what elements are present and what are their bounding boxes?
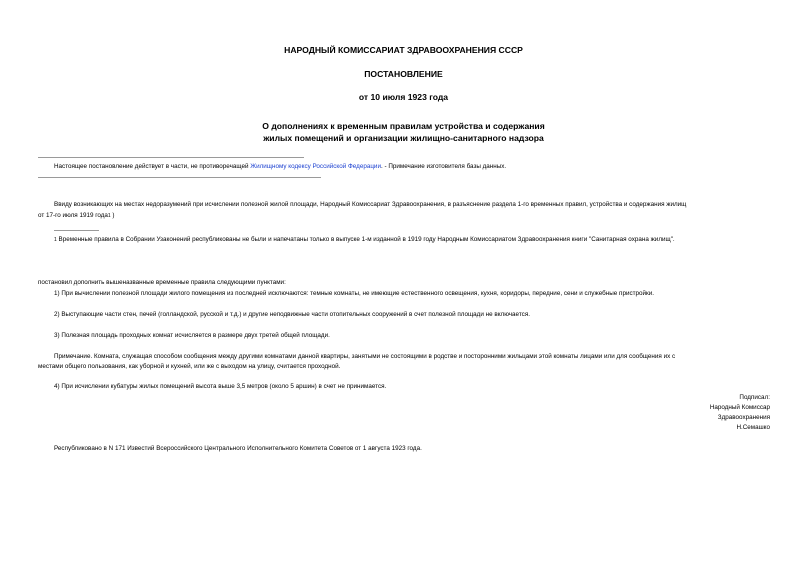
- document-title-line-1: О дополнениях к временным правилам устройства и содержания: [262, 121, 545, 131]
- footnote-mark: 1: [54, 237, 57, 243]
- document-date: от 10 июля 1923 года: [358, 92, 449, 102]
- footnote: [54, 235, 675, 245]
- decision-item-4: 4) При исчислении кубатуры жилых помещений высота выше 3,5 метров (около 5 аршин) в счет не принимается.: [54, 383, 387, 390]
- preamble-closing: ): [110, 212, 115, 219]
- signature-signed: Подписал:: [739, 394, 770, 401]
- preamble-date: от 17-го июля 1919 года: [38, 212, 108, 219]
- signature-role-line-1: Народный Комиссар: [709, 404, 770, 411]
- footnote-text: Временные правила в Собрании Узаконений республикованы не были и напечатаны только в выпуске 1-м изданной в 1919 году Народным Комиссариатом Здравоохранения книги "Санитарная охрана жилищ".: [56, 236, 675, 243]
- editor-note-bottom-rule: [38, 177, 321, 178]
- preamble-line-1: Ввиду возникающих на местах недоразумений при исчислении полезной жилой площади, Народный Комиссариат Здравоохранения, в разъяснение раздела 1-го временных правил, устройства и содержания жилищ: [54, 201, 687, 208]
- decision-intro: постановил дополнить вышеназванные временные правила следующими пунктами:: [38, 279, 286, 286]
- footnote-rule: [54, 230, 99, 231]
- editor-note: [54, 162, 506, 172]
- editor-note-text-after: . - Примечание изготовителя базы данных.: [380, 163, 507, 170]
- issuing-authority: НАРОДНЫЙ КОМИССАРИАТ ЗДРАВООХРАНЕНИЯ СССР: [284, 45, 523, 55]
- decision-item-2: 2) Выступающие части стен, печей (голландской, русской и т.д.) и другие неподвижные части отопительных сооружений в счет полезной площади не включается.: [54, 311, 530, 318]
- document-type: ПОСТАНОВЛЕНИЕ: [364, 69, 443, 79]
- signature-role-line-2: Здравоохранения: [717, 414, 770, 421]
- editor-note-text-before: Настоящее постановление действует в части, не противоречащей: [54, 163, 251, 170]
- preamble-line-2: [38, 211, 115, 221]
- decision-note-line-2: местами общего пользования, как уборной и кухней, или же с выходом на улицу, считается проходной.: [38, 363, 341, 370]
- editor-note-top-rule: [38, 157, 304, 158]
- footnote-reference[interactable]: 1: [107, 213, 111, 219]
- decision-item-1: 1) При вычислении полезной площади жилого помещения из последней исключаются: темные комнаты, не имеющие естественного освещения, кухня, коридоры, передние, сени и служебные пристройки.: [54, 290, 655, 297]
- document-title-line-2: жилых помещений и организации жилищно-санитарного надзора: [263, 133, 544, 143]
- decision-note-line-1: Примечание. Комната, служащая способом сообщения между другими комнатами данной квартиры, занятыми не состоящими в родстве и посторонними жильцами этой комнаты лицами или для сообщения их с: [54, 353, 676, 360]
- signature-name: Н.Семашко: [736, 424, 770, 431]
- publication-note: Республиковано в N 171 Известий Всероссийского Центрального Исполнительного Комитета Советов от 1 августа 1923 года.: [54, 445, 422, 452]
- housing-code-link[interactable]: Жилищному кодексу Российской Федерации: [250, 163, 381, 170]
- decision-item-3: 3) Полезная площадь проходных комнат исчисляется в размере двух третей общей площади.: [54, 332, 330, 339]
